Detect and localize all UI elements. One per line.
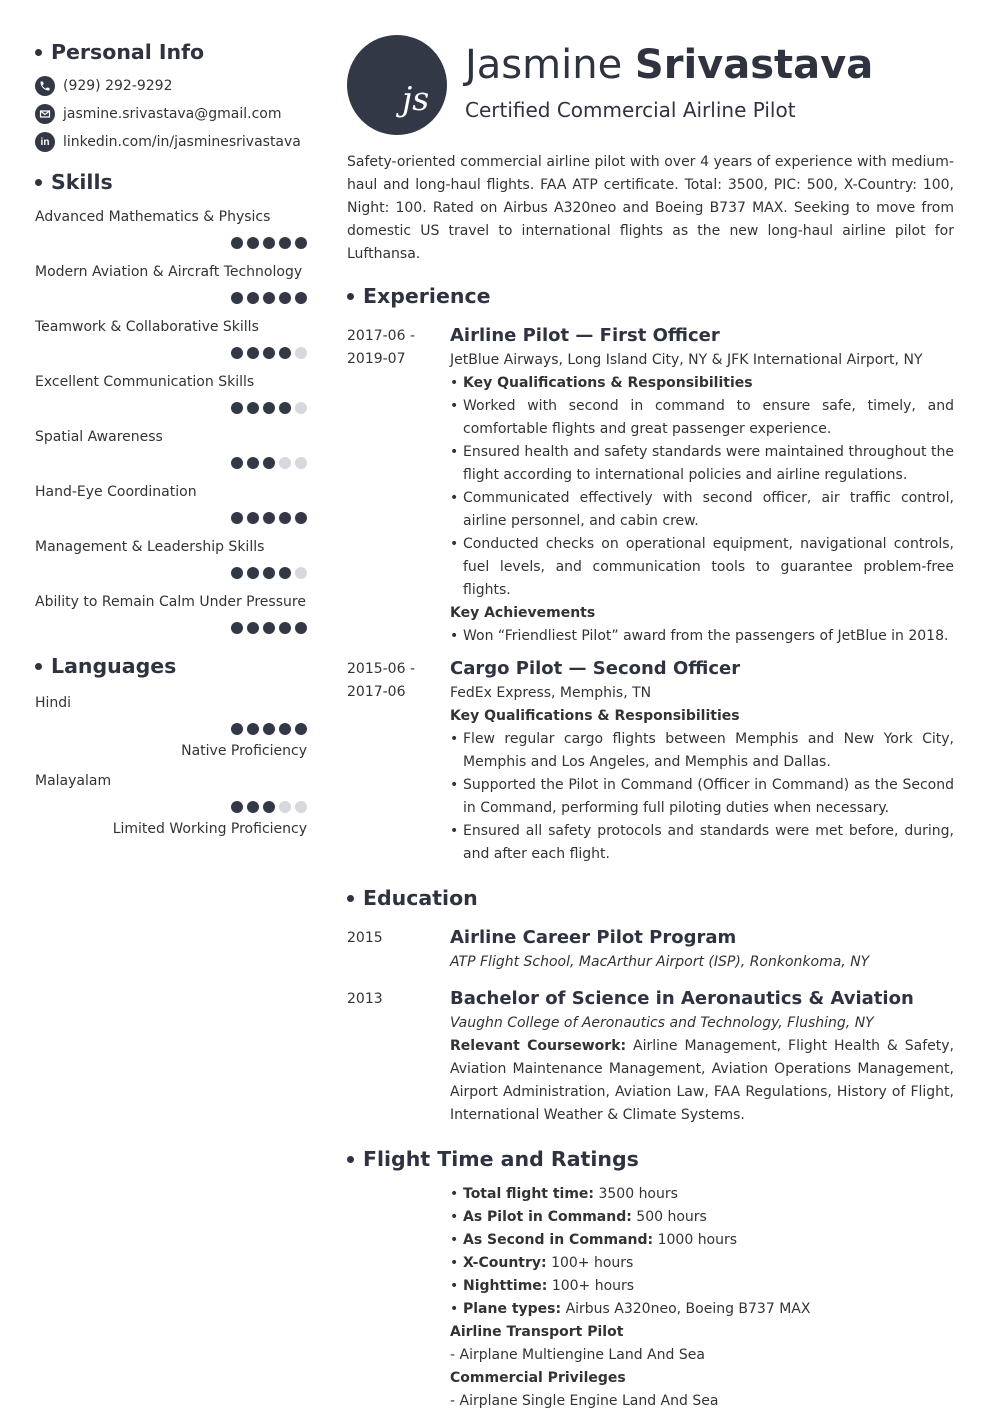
language-item bbox=[35, 771, 307, 837]
skill-name: Ability to Remain Calm Under Pressure bbox=[35, 594, 306, 610]
skill-item bbox=[35, 482, 307, 524]
rating-dot bbox=[279, 567, 291, 579]
entry-body bbox=[450, 323, 954, 648]
skill-item bbox=[35, 372, 307, 414]
rating-dot bbox=[231, 801, 243, 813]
qualifications-heading: Key Qualifications & Responsibilities bbox=[450, 708, 740, 724]
rating-dot bbox=[247, 512, 259, 524]
skills-heading: Skills bbox=[35, 170, 307, 194]
list-item: • Conducted checks on operational equipment, navigational controls, fuel levels, and communication tools to guarantee problem-free flights. bbox=[450, 536, 954, 598]
skill-rating bbox=[35, 567, 307, 579]
rating-dot bbox=[247, 567, 259, 579]
atp-heading: Airline Transport Pilot bbox=[450, 1324, 624, 1340]
rating-dot bbox=[263, 292, 275, 304]
entry-body bbox=[450, 656, 954, 866]
list-item: • Won “Friendliest Pilot” award from the passengers of JetBlue in 2018. bbox=[450, 628, 949, 644]
experience-entry bbox=[347, 656, 954, 866]
degree-title: Airline Career Pilot Program bbox=[450, 927, 737, 948]
list-item: • Worked with second in command to ensure safe, timely, and comfortable flights and great passenger experience. bbox=[450, 398, 954, 437]
bullet-icon bbox=[35, 663, 42, 670]
education-heading: Education bbox=[347, 886, 954, 910]
list-item: • Ensured all safety protocols and standards were met before, during, and after each flight. bbox=[450, 823, 954, 862]
rating-dot bbox=[231, 292, 243, 304]
skill-rating bbox=[35, 402, 307, 414]
rating-dot bbox=[263, 723, 275, 735]
personal-info-heading: Personal Info bbox=[35, 40, 307, 64]
entry-body bbox=[450, 925, 954, 974]
bullet-icon bbox=[347, 895, 354, 902]
entry-date: 2015 bbox=[347, 930, 383, 946]
skill-rating bbox=[35, 512, 307, 524]
rating-dot bbox=[295, 622, 307, 634]
rating-dot bbox=[247, 801, 259, 813]
rating-dot bbox=[279, 723, 291, 735]
skills-list bbox=[35, 207, 307, 634]
rating-dot bbox=[231, 457, 243, 469]
rating-dot bbox=[247, 347, 259, 359]
header bbox=[347, 35, 954, 135]
education-entry bbox=[347, 925, 954, 974]
list-item: • X-Country: 100+ hours bbox=[450, 1255, 634, 1271]
entry-body bbox=[450, 986, 954, 1127]
sidebar bbox=[35, 40, 307, 837]
rating-dot bbox=[295, 457, 307, 469]
language-name: Hindi bbox=[35, 695, 72, 711]
skill-name: Hand-Eye Coordination bbox=[35, 484, 197, 500]
list-item: • Key Qualifications & Responsibilities bbox=[450, 375, 753, 391]
language-proficiency: Limited Working Proficiency bbox=[112, 821, 307, 837]
rating-dot bbox=[231, 237, 243, 249]
entry-date: 2015-06 - 2017-06 bbox=[347, 661, 415, 700]
school: Vaughn College of Aeronautics and Technology, Flushing, NY bbox=[450, 1015, 874, 1031]
rating-dot bbox=[263, 622, 275, 634]
skill-name: Spatial Awareness bbox=[35, 429, 163, 445]
rating-dot bbox=[247, 723, 259, 735]
skill-item bbox=[35, 537, 307, 579]
flight-stats bbox=[450, 1183, 954, 1321]
rating-dot bbox=[231, 402, 243, 414]
summary: Safety-oriented commercial airline pilot with over 4 years of experience with medium-haul and long-haul flights. FAA ATP certificate. Total: 3500, PIC: 500, X-Country: 100, Night: 100. Rated on Airbus A320neo and Boeing B737 MAX. Seeking to move from domestic US travel to international flights as the new long-haul airline pilot for Lufthansa. bbox=[347, 154, 954, 262]
rating-dot bbox=[231, 347, 243, 359]
skill-name: Management & Leadership Skills bbox=[35, 539, 265, 555]
rating-dot bbox=[279, 457, 291, 469]
list-item: • Flew regular cargo flights between Memphis and New York City, Memphis and Los Angeles, and Memphis and Dallas. bbox=[450, 731, 954, 770]
skill-name: Excellent Communication Skills bbox=[35, 374, 255, 390]
contact-phone[interactable]: (929) 292-9292 bbox=[35, 72, 307, 100]
experience-entry bbox=[347, 323, 954, 648]
commercial-line: - Airplane Single Engine Land And Sea bbox=[450, 1393, 719, 1409]
commercial-heading: Commercial Privileges bbox=[450, 1370, 626, 1386]
skill-item bbox=[35, 317, 307, 359]
rating-dot bbox=[279, 402, 291, 414]
list-item: • Plane types: Airbus A320neo, Boeing B737 MAX bbox=[450, 1301, 811, 1317]
job-title: Certified Commercial Airline Pilot bbox=[465, 98, 796, 122]
entry-title: Airline Pilot — First Officer bbox=[450, 325, 720, 346]
list-item: • Communicated effectively with second officer, air traffic control, airline personnel, and cabin crew. bbox=[450, 490, 954, 529]
skill-name: Teamwork & Collaborative Skills bbox=[35, 319, 259, 335]
degree-title: Bachelor of Science in Aeronautics & Aviation bbox=[450, 988, 914, 1009]
list-item: • As Second in Command: 1000 hours bbox=[450, 1232, 738, 1248]
bullet-icon bbox=[35, 49, 42, 56]
rating-dot bbox=[295, 347, 307, 359]
bullet-icon bbox=[347, 293, 354, 300]
rating-dot bbox=[279, 801, 291, 813]
rating-dot bbox=[295, 567, 307, 579]
skill-item bbox=[35, 262, 307, 304]
bullet-icon bbox=[347, 1156, 354, 1163]
skill-rating bbox=[35, 237, 307, 249]
skill-rating bbox=[35, 457, 307, 469]
rating-dot bbox=[295, 237, 307, 249]
skill-rating bbox=[35, 622, 307, 634]
monogram-avatar: js bbox=[347, 35, 447, 135]
contact-email[interactable]: jasmine.srivastava@gmail.com bbox=[35, 100, 307, 128]
rating-dot bbox=[231, 512, 243, 524]
coursework: Relevant Coursework: Airline Management, Flight Health & Safety, Aviation Maintenance Management, Aviation Operations Management, Airport Administration, Aviation Law, FAA Regulations, History of Flight, International Weather & Climate Systems. bbox=[450, 1038, 954, 1123]
rating-dot bbox=[231, 723, 243, 735]
flight-heading: Flight Time and Ratings bbox=[347, 1147, 954, 1171]
rating-dot bbox=[247, 237, 259, 249]
language-rating bbox=[35, 801, 307, 813]
rating-dot bbox=[295, 402, 307, 414]
skill-name: Modern Aviation & Aircraft Technology bbox=[35, 264, 303, 280]
entry-date: 2013 bbox=[347, 991, 383, 1007]
rating-dot bbox=[263, 347, 275, 359]
entry-body bbox=[450, 1183, 954, 1413]
languages-heading: Languages bbox=[35, 654, 307, 678]
rating-dot bbox=[247, 402, 259, 414]
rating-dot bbox=[279, 292, 291, 304]
rating-dot bbox=[279, 347, 291, 359]
rating-dot bbox=[279, 237, 291, 249]
school: ATP Flight School, MacArthur Airport (ISP), Ronkonkoma, NY bbox=[450, 954, 870, 970]
skill-name: Advanced Mathematics & Physics bbox=[35, 209, 271, 225]
rating-dot bbox=[247, 292, 259, 304]
rating-dot bbox=[295, 292, 307, 304]
rating-dot bbox=[231, 567, 243, 579]
entry-title: Cargo Pilot — Second Officer bbox=[450, 658, 741, 679]
rating-dot bbox=[247, 457, 259, 469]
entry-date: 2017-06 - 2019-07 bbox=[347, 328, 415, 367]
list-item: • Supported the Pilot in Command (Officer in Command) as the Second in Command, performing full piloting duties when necessary. bbox=[450, 777, 954, 816]
rating-dot bbox=[263, 237, 275, 249]
rating-dot bbox=[247, 622, 259, 634]
rating-dot bbox=[263, 457, 275, 469]
rating-dot bbox=[279, 512, 291, 524]
language-proficiency: Native Proficiency bbox=[181, 743, 307, 759]
rating-dot bbox=[231, 622, 243, 634]
linkedin-icon: in bbox=[35, 132, 55, 152]
rating-dot bbox=[295, 512, 307, 524]
rating-dot bbox=[263, 801, 275, 813]
flight-entry bbox=[347, 1183, 954, 1413]
list-item: • Nighttime: 100+ hours bbox=[450, 1278, 635, 1294]
main-column bbox=[347, 35, 954, 1413]
list-item: • Total flight time: 3500 hours bbox=[450, 1186, 678, 1202]
skill-rating bbox=[35, 292, 307, 304]
education-entry bbox=[347, 986, 954, 1127]
company: JetBlue Airways, Long Island City, NY & JFK International Airport, NY bbox=[450, 352, 923, 368]
name-block bbox=[465, 35, 873, 122]
experience-heading: Experience bbox=[347, 284, 954, 308]
skill-rating bbox=[35, 347, 307, 359]
full-name: Jasmine Srivastava bbox=[465, 42, 874, 88]
rating-dot bbox=[263, 402, 275, 414]
skill-item bbox=[35, 207, 307, 249]
rating-dot bbox=[295, 801, 307, 813]
achievements-heading: Key Achievements bbox=[450, 605, 596, 621]
skill-item bbox=[35, 592, 307, 634]
skill-item bbox=[35, 427, 307, 469]
phone-icon bbox=[35, 76, 55, 96]
list-item: • As Pilot in Command: 500 hours bbox=[450, 1209, 707, 1225]
rating-dot bbox=[295, 723, 307, 735]
email-icon bbox=[35, 104, 55, 124]
list-item: • Ensured health and safety standards were maintained throughout the flight according to international policies and airline regulations. bbox=[450, 444, 954, 483]
contact-list bbox=[35, 72, 307, 156]
atp-line: - Airplane Multiengine Land And Sea bbox=[450, 1347, 705, 1363]
language-item bbox=[35, 693, 307, 759]
company: FedEx Express, Memphis, TN bbox=[450, 685, 652, 701]
language-name: Malayalam bbox=[35, 773, 112, 789]
rating-dot bbox=[263, 567, 275, 579]
rating-dot bbox=[279, 622, 291, 634]
rating-dot bbox=[263, 512, 275, 524]
contact-linkedin[interactable]: in linkedin.com/in/jasminesrivastava bbox=[35, 128, 307, 156]
bullet-icon bbox=[35, 179, 42, 186]
language-rating bbox=[35, 723, 307, 735]
languages-list bbox=[35, 693, 307, 837]
